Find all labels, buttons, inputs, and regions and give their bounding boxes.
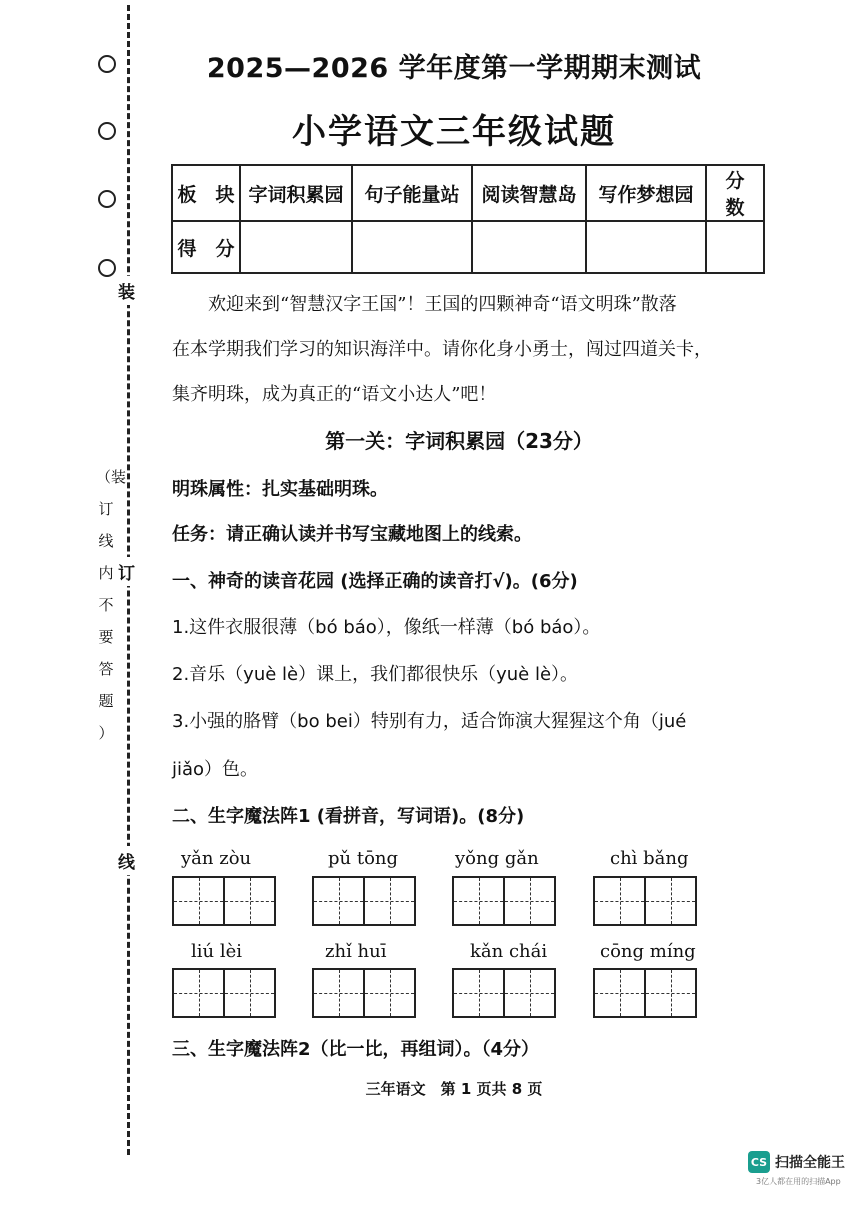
note-char: ） <box>98 724 114 742</box>
note-char: 订 <box>98 500 114 518</box>
pearl-attribute: 明珠属性：扎实基础明珠。 <box>172 479 388 500</box>
question-1-item-2: 2.音乐（yuè lè）课上，我们都很快乐（yuè lè）。 <box>172 664 579 685</box>
intro-line: 欢迎来到“智慧汉字王国”！王国的四颗神奇“语文明珠”散落 <box>208 294 677 315</box>
note-char: （装 <box>96 468 127 486</box>
score-header-cell: 句子能量站 <box>352 165 472 221</box>
score-input-cell[interactable] <box>586 221 706 273</box>
score-header-cell: 写作梦想园 <box>586 165 706 221</box>
pinyin-label: cōng míng <box>600 941 696 962</box>
note-char: 内 <box>98 564 114 582</box>
scanner-watermark <box>748 1151 845 1173</box>
pinyin-label: chì bǎng <box>610 848 689 869</box>
question-2-heading: 二、生字魔法阵1 (看拼音，写词语)。(8分) <box>172 806 525 827</box>
question-1-item-3-cont: jiǎo）色。 <box>172 759 259 780</box>
score-row-label: 得 分 <box>172 221 240 273</box>
note-char: 线 <box>98 532 114 550</box>
intro-line: 集齐明珠，成为真正的“语文小达人”吧！ <box>172 384 497 405</box>
exam-title: 2025—2026 学年度第一学期期末测试 <box>206 53 702 84</box>
score-input-cell[interactable] <box>706 221 764 273</box>
writing-grid[interactable] <box>452 876 556 926</box>
binding-label-xian: 线 <box>118 846 135 875</box>
pinyin-label: kǎn chái <box>470 941 548 962</box>
pinyin-label: yǎn zòu <box>181 848 252 869</box>
binding-hole <box>98 259 116 277</box>
score-header-cell: 阅读智慧岛 <box>472 165 586 221</box>
score-input-cell[interactable] <box>472 221 586 273</box>
writing-grid[interactable] <box>172 876 276 926</box>
writing-grid[interactable] <box>593 968 697 1018</box>
binding-hole <box>98 190 116 208</box>
scanner-name: 扫描全能王 <box>775 1155 845 1171</box>
note-char: 不 <box>98 596 114 614</box>
score-header-cell: 分 数 <box>706 165 764 221</box>
scanner-tagline: 3亿人都在用的扫描App <box>756 1177 841 1186</box>
score-input-cell[interactable] <box>352 221 472 273</box>
note-char: 题 <box>98 692 114 710</box>
writing-grid[interactable] <box>312 968 416 1018</box>
binding-label-ding: 订 <box>118 557 135 586</box>
pinyin-label: pǔ tōng <box>328 848 399 869</box>
question-3-heading: 三、生字魔法阵2（比一比，再组词）。（4分） <box>172 1039 540 1060</box>
page-footer: 三年语文 第 1 页共 8 页 <box>365 1080 543 1098</box>
writing-grid[interactable] <box>172 968 276 1018</box>
score-table <box>171 164 765 274</box>
scanner-logo-icon: CS <box>748 1151 770 1173</box>
score-header-cell: 字词积累园 <box>240 165 352 221</box>
task-text: 任务：请正确认读并书写宝藏地图上的线索。 <box>172 524 532 545</box>
pinyin-label: liú lèi <box>191 941 242 962</box>
writing-grid[interactable] <box>452 968 556 1018</box>
note-char: 要 <box>98 628 114 646</box>
question-1-item-3: 3.小强的胳臂（bo bei）特别有力，适合饰演大猩猩这个角（jué <box>172 711 687 732</box>
pinyin-label: zhǐ huī <box>325 941 387 962</box>
intro-paragraph <box>172 282 772 417</box>
writing-grid[interactable] <box>312 876 416 926</box>
question-1-item-1: 1.这件衣服很薄（bó báo），像纸一样薄（bó báo）。 <box>172 617 601 638</box>
score-header-cell: 板 块 <box>172 165 240 221</box>
note-char: 答 <box>98 660 114 678</box>
score-input-cell[interactable] <box>240 221 352 273</box>
writing-grid[interactable] <box>593 876 697 926</box>
score-table-header-row <box>172 165 764 221</box>
exam-subtitle: 小学语文三年级试题 <box>292 112 616 152</box>
intro-line: 在本学期我们学习的知识海洋中。请你化身小勇士，闯过四道关卡， <box>172 339 712 360</box>
section-title: 第一关：字词积累园（23分） <box>325 429 593 453</box>
score-table-score-row <box>172 221 764 273</box>
binding-warning-note <box>96 468 127 756</box>
question-1-heading: 一、神奇的读音花园 (选择正确的读音打√)。(6分) <box>172 571 578 592</box>
binding-label-zhuang: 装 <box>118 276 135 305</box>
pinyin-label: yǒng gǎn <box>455 848 539 869</box>
